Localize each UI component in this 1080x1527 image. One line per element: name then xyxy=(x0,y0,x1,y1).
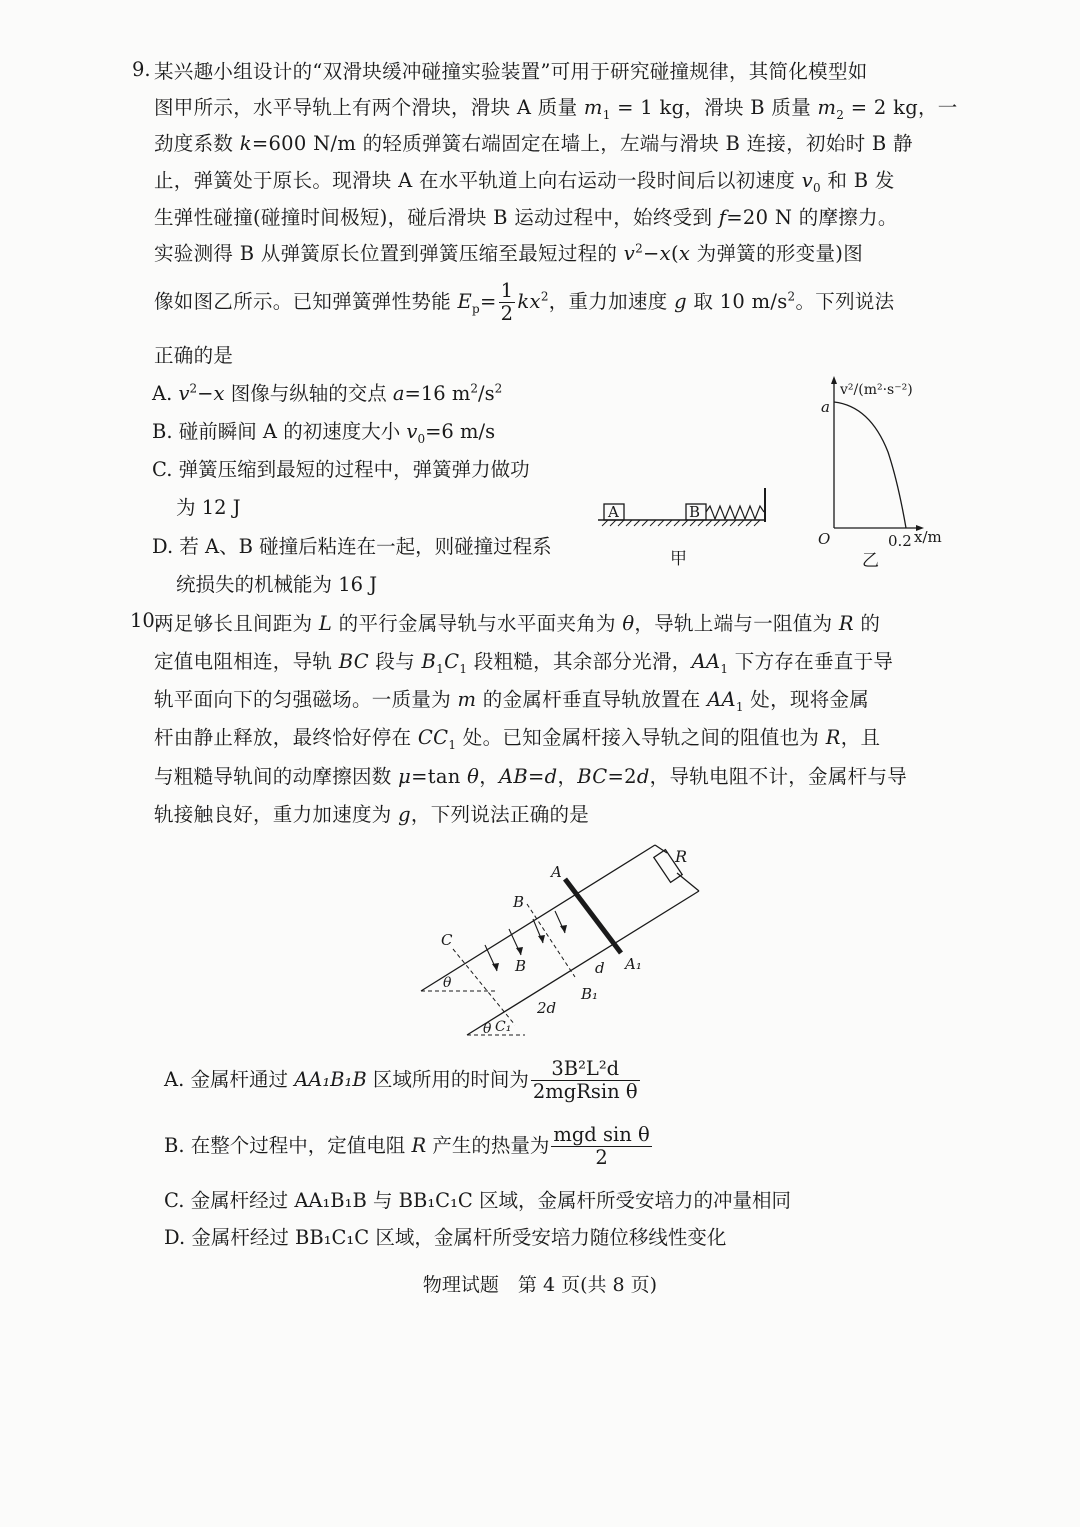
y-axis-label: v²/(m²·s⁻²) xyxy=(840,382,913,398)
y-axis-arrow xyxy=(831,376,837,384)
option-a-fraction: $\frac{\text{3B²L²d}}{\text{2mgRsin θ}}$ xyxy=(532,1057,638,1103)
q10-number: 10. xyxy=(130,609,162,632)
v2-x-curve xyxy=(834,402,906,528)
boundary-cc1 xyxy=(453,949,515,1025)
angle-theta-lower: θ xyxy=(483,1021,492,1037)
q9-stem-line-2: 图甲所示，水平导轨上有两个滑块，滑块 A 质量 $m_1 = 1$ kg，滑块 B 质量 $m_2 = 2$ kg，一 xyxy=(154,96,958,122)
q10-stem-line-6: 轨接触良好，重力加速度为 g，下列说法正确的是 xyxy=(154,803,590,826)
wire-bottom xyxy=(677,873,699,891)
track-hatching xyxy=(602,520,760,526)
label-b-top: B xyxy=(513,893,525,911)
q10-stem-line-3: 轨平面向下的匀强磁场。一质量为 m 的金属杆垂直导轨放置在 $AA_1$ 处，现将金属 xyxy=(154,688,870,714)
q10-option-a: A. 金属杆通过 AA₁B₁B 区域所用的时间为 $\frac{\text{3B²L²d}}{\text{2mgRsin θ}}$ xyxy=(164,1057,638,1103)
figure-jia-sliders xyxy=(594,480,784,575)
q9-option-d: D. 若 A、B 碰撞后粘连在一起，则碰撞过程系 xyxy=(152,535,552,558)
y-intercept-label: a xyxy=(821,398,830,416)
x-axis-label: x/m xyxy=(914,528,942,546)
q10-stem-line-4: 杆由静止释放，最终恰好停在 $CC_1$ 处。已知金属杆接入导轨之间的阻值也为 R，且 xyxy=(154,726,881,752)
q10-option-c: C. 金属杆经过 AA₁B₁B 与 BB₁C₁C 区域，金属杆所受安培力的冲量相同 xyxy=(164,1189,792,1212)
figure-yi-v2-x-graph xyxy=(810,372,960,570)
option-b-fraction: $\frac{\text{mgd sin θ}}{2}$ xyxy=(553,1123,650,1169)
label-c: C xyxy=(441,931,453,949)
figure-inclined-rails xyxy=(415,835,705,1050)
label-b-field: B xyxy=(515,957,527,975)
q10-stem-line-5: 与粗糙导轨间的动摩擦因数 μ=tan θ，AB=d，BC=2d，导轨电阻不计，金属杆与导 xyxy=(154,765,908,788)
q9-option-b: B. 碰前瞬间 A 的初速度大小 $v_0=6$ m/s xyxy=(152,420,496,446)
metal-rod-aa1 xyxy=(565,879,621,953)
label-b1: B₁ xyxy=(581,985,599,1003)
q9-stem-line-6: 实验测得 B 从弹簧原长位置到弹簧压缩至最短过程的 $v^2-x(x$ 为弹簧的形变量)图 xyxy=(154,241,863,265)
q10-option-d: D. 金属杆经过 BB₁C₁C 区域，金属杆所受安培力随位移线性变化 xyxy=(164,1226,727,1249)
wire-top xyxy=(655,845,667,853)
label-c1: C₁ xyxy=(495,1019,512,1035)
angle-theta-upper: θ xyxy=(443,975,452,991)
rail-upper xyxy=(421,845,655,991)
origin-label: O xyxy=(818,530,831,548)
spring xyxy=(706,506,764,519)
q9-option-c-cont: 为 12 J xyxy=(176,496,241,519)
label-a1: A₁ xyxy=(625,955,642,973)
q10-stem-line-1: 两足够长且间距为 L 的平行金属导轨与水平面夹角为 θ，导轨上端与一阻值为 R 的 xyxy=(154,612,881,635)
q9-option-d-cont: 统损失的机械能为 16 J xyxy=(176,573,378,596)
q9-stem-line-5: 生弹性碰撞(碰撞时间极短)，碰后滑块 B 运动过程中，始终受到 f=20 N 的摩擦力。 xyxy=(154,206,898,229)
q9-option-a: A. $v^2-x$ 图像与纵轴的交点 a=16 $m^2/s^2$ xyxy=(152,381,503,405)
label-d: d xyxy=(595,959,605,977)
label-2d: 2d xyxy=(537,999,557,1017)
figure-yi-caption: 乙 xyxy=(862,551,879,570)
q9-stem-line-8: 正确的是 xyxy=(154,344,234,367)
slider-a-label: A xyxy=(608,503,619,521)
label-a: A xyxy=(551,863,562,881)
slider-b-label: B xyxy=(689,503,701,521)
q9-number: 9. xyxy=(132,58,151,81)
figure-jia-caption: 甲 xyxy=(670,549,687,569)
boundary-bb1 xyxy=(527,904,575,977)
q10-stem-line-2: 定值电阻相连，导轨 BC 段与 $B_1C_1$ 段粗糙，其余部分光滑，$AA_1$ 下方存在垂直于导 xyxy=(154,650,894,676)
q10-option-b: B. 在整个过程中，定值电阻 R 产生的热量为 $\frac{\text{mgd sin θ}}{2}$ xyxy=(164,1123,650,1169)
resistor-label: R xyxy=(675,847,688,866)
q9-stem-line-3: 劲度系数 k=600 N/m 的轻质弹簧右端固定在墙上，左端与滑块 B 连接，初始时 B 静 xyxy=(154,132,913,155)
rail-lower xyxy=(467,891,699,1035)
q9-stem-line-4: 止，弹簧处于原长。现滑块 A 在水平轨道上向右运动一段时间后以初速度 $v_0$ 和 B 发 xyxy=(154,169,895,195)
page-footer: 物理试题 第 4 页(共 8 页) xyxy=(422,1274,658,1296)
q9-option-c: C. 弹簧压缩到最短的过程中，弹簧弹力做功 xyxy=(152,458,530,481)
q9-stem-line-1: 某兴趣小组设计的“双滑块缓冲碰撞实验装置”可用于研究碰撞规律，其简化模型如 xyxy=(154,60,868,83)
q9-stem-line-7: 像如图乙所示。已知弹簧弹性势能 $E_p=$ $\frac{1}{2}$ $kx^2$，重力加速度 g 取 10 $m/s^2$。下列说法 xyxy=(154,279,895,325)
x-tick-label: 0.2 xyxy=(888,532,912,550)
spring-energy-fraction: $\frac{1}{2}$ xyxy=(500,279,514,325)
